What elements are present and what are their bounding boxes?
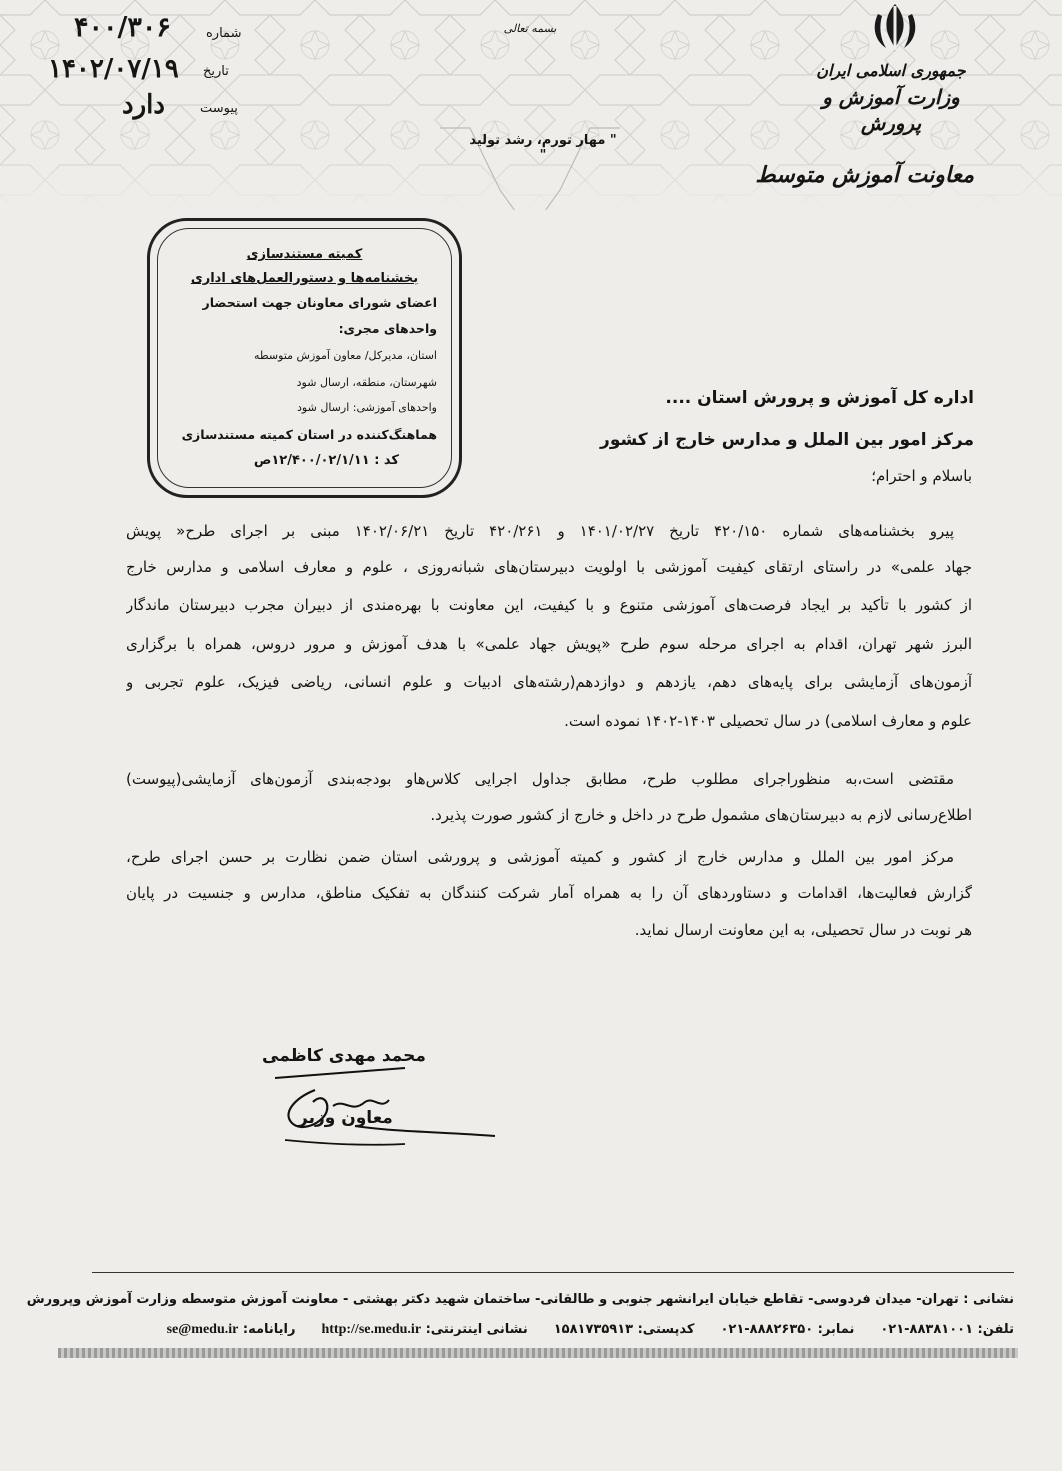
footer-postal: کدپستی: ۱۵۸۱۷۳۵۹۱۳ [553,1322,695,1337]
footer-contacts [54,1322,1014,1338]
body-p1-line-2: جهاد علمی» در راستای ارتقای کیفیت آموزشی با اولویت دبیرستان‌های شبانه‌روزی ، علوم و معارف اسلامی و مدارس خارج [126,558,972,576]
country-name: جمهوری اسلامی ایران [816,61,966,80]
stamp-line-4: واحدهای مجری: [338,321,437,336]
documentation-stamp [147,218,462,498]
footer-email-group [167,1322,296,1338]
basmala: بسمه تعالی [503,22,557,35]
date-value: ۱۴۰۲/۰۷/۱۹ [48,54,179,84]
recipient-line-1: اداره کل آموزش و پرورش استان .... [665,388,974,408]
stamp-line-6: شهرستان، منطقه، ارسال شود [296,376,437,389]
stamp-line-3: اعضای شورای معاونان جهت استحضار [202,295,437,310]
footer-address: نشانی : تهران- میدان فردوسی- تقاطع خیابان ایرانشهر جنوبی و طالقانی- ساختمان شهید دکتر بهشتی - معاونت آموزش متوسطه وزارت آموزش وپرورش [26,1292,1014,1307]
body-p3-line-3: هر نوبت در سال تحصیلی، به این معاونت ارسال نماید. [634,921,972,939]
body-p2-line-1: مقتضی است،به منظوراجرای مطلوب طرح، مطابق جداول اجرایی کلاس‌هاو بودجه‌بندی آزمون‌های آزمایشی(پیوست) [126,770,954,788]
slogan: " مهار تورم، رشد تولید " [469,133,617,163]
recipient-line-2: مرکز امور بین الملل و مدارس خارج از کشور [600,430,974,450]
greeting: باسلام و احترام؛ [871,467,972,485]
stamp-line-7: واحدهای آموزشی: ارسال شود [297,401,437,414]
footer-band [58,1348,1018,1358]
stamp-line-1: کمیته مستندسازی [246,247,363,262]
footer-divider [92,1272,1014,1273]
deputy-title: معاونت آموزش متوسط [755,162,974,188]
footer-email-label: رایانامه: [242,1322,296,1337]
body-p1-line-3: از کشور با تأکید بر ایجاد فرصت‌های آموزشی متنوع و با کیفیت، این معاونت با بهره‌مندی از دبیران مجرب دبیرستان ماندگار [126,596,972,614]
body-p1-line-5: آزمون‌های آزمایشی برای پایه‌های دهم، یازدهم و دوازدهم(رشته‌های ادبیات و علوم انسانی، ریاضی فیزیک، علوم تجربی و [126,673,972,691]
footer-email-link[interactable]: se@medu.ir [166,1322,239,1337]
ministry-logo-text [806,58,976,136]
body-p1-line-4: البرز شهر تهران، اقدام به اجرای مرحله سوم طرح «پویش جهاد علمی» با هدف آموزش و مرور دروس، همراه با برگزاری [126,635,972,653]
footer-web-label: نشانی اینترنتی: [425,1322,528,1337]
stamp-line-8: هماهنگ‌کننده در استان کمیته مستندسازی [181,427,437,442]
date-label: تاریخ [203,64,229,79]
number-label: شماره [206,26,242,41]
stamp-line-2: بخشنامه‌ها و دستورالعمل‌های اداری [190,271,419,286]
footer-phone: تلفن: ۸۸۳۸۱۰۰۱-۰۲۱ [880,1322,1014,1337]
footer-fax: نمابر: ۸۸۸۲۶۳۵۰-۰۲۱ [720,1322,855,1337]
signer-name: محمد مهدی کاظمی [262,1046,426,1066]
footer-web-group [321,1322,527,1338]
number-value: ۴۰۰/۳۰۶ [74,12,171,43]
stamp-code: کد : ۱۲/۴۰۰/۰۲/۱/۱۱ص [253,453,399,468]
body-p1-line-6: علوم و معارف اسلامی) در سال تحصیلی ۱۴۰۳-۱۴۰۲ نموده است. [564,712,972,730]
attachment-label: پیوست [200,101,238,116]
ministry-name: وزارت آموزش و پرورش [822,85,960,135]
body-p1-line-1: پیرو بخشنامه‌های شماره ۴۲۰/۱۵۰ تاریخ ۱۴۰۱/۰۲/۲۷ و ۴۲۰/۲۶۱ تاریخ ۱۴۰۲/۰۶/۲۱ مبنی بر اجرای طرح« پویش [126,522,955,540]
body-p3-line-2: گزارش فعالیت‌ها، اقدامات و دستاوردهای آن را به همراه آمار شرکت کنندگان به تفکیک مناطق، مدارس و جنسیت در پایان [126,884,972,902]
body-p3-line-1: مرکز امور بین الملل و مدارس خارج از کشور و کمیته آموزشی و پرورشی استان ضمن نظارت بر حسن اجرای طرح، [126,848,954,866]
stamp-line-5: استان، مدیرکل/ معاون آموزش متوسطه [254,349,437,362]
signer-title: معاون وزیر [298,1108,393,1128]
footer-web-link[interactable]: http://se.medu.ir [321,1322,422,1337]
iran-emblem-icon [866,0,924,55]
body-p2-line-2: اطلاع‌رسانی لازم به دبیرستان‌های مشمول طرح در داخل و خارج از کشور صورت پذیرد. [430,806,972,824]
attachment-value: دارد [122,90,165,120]
